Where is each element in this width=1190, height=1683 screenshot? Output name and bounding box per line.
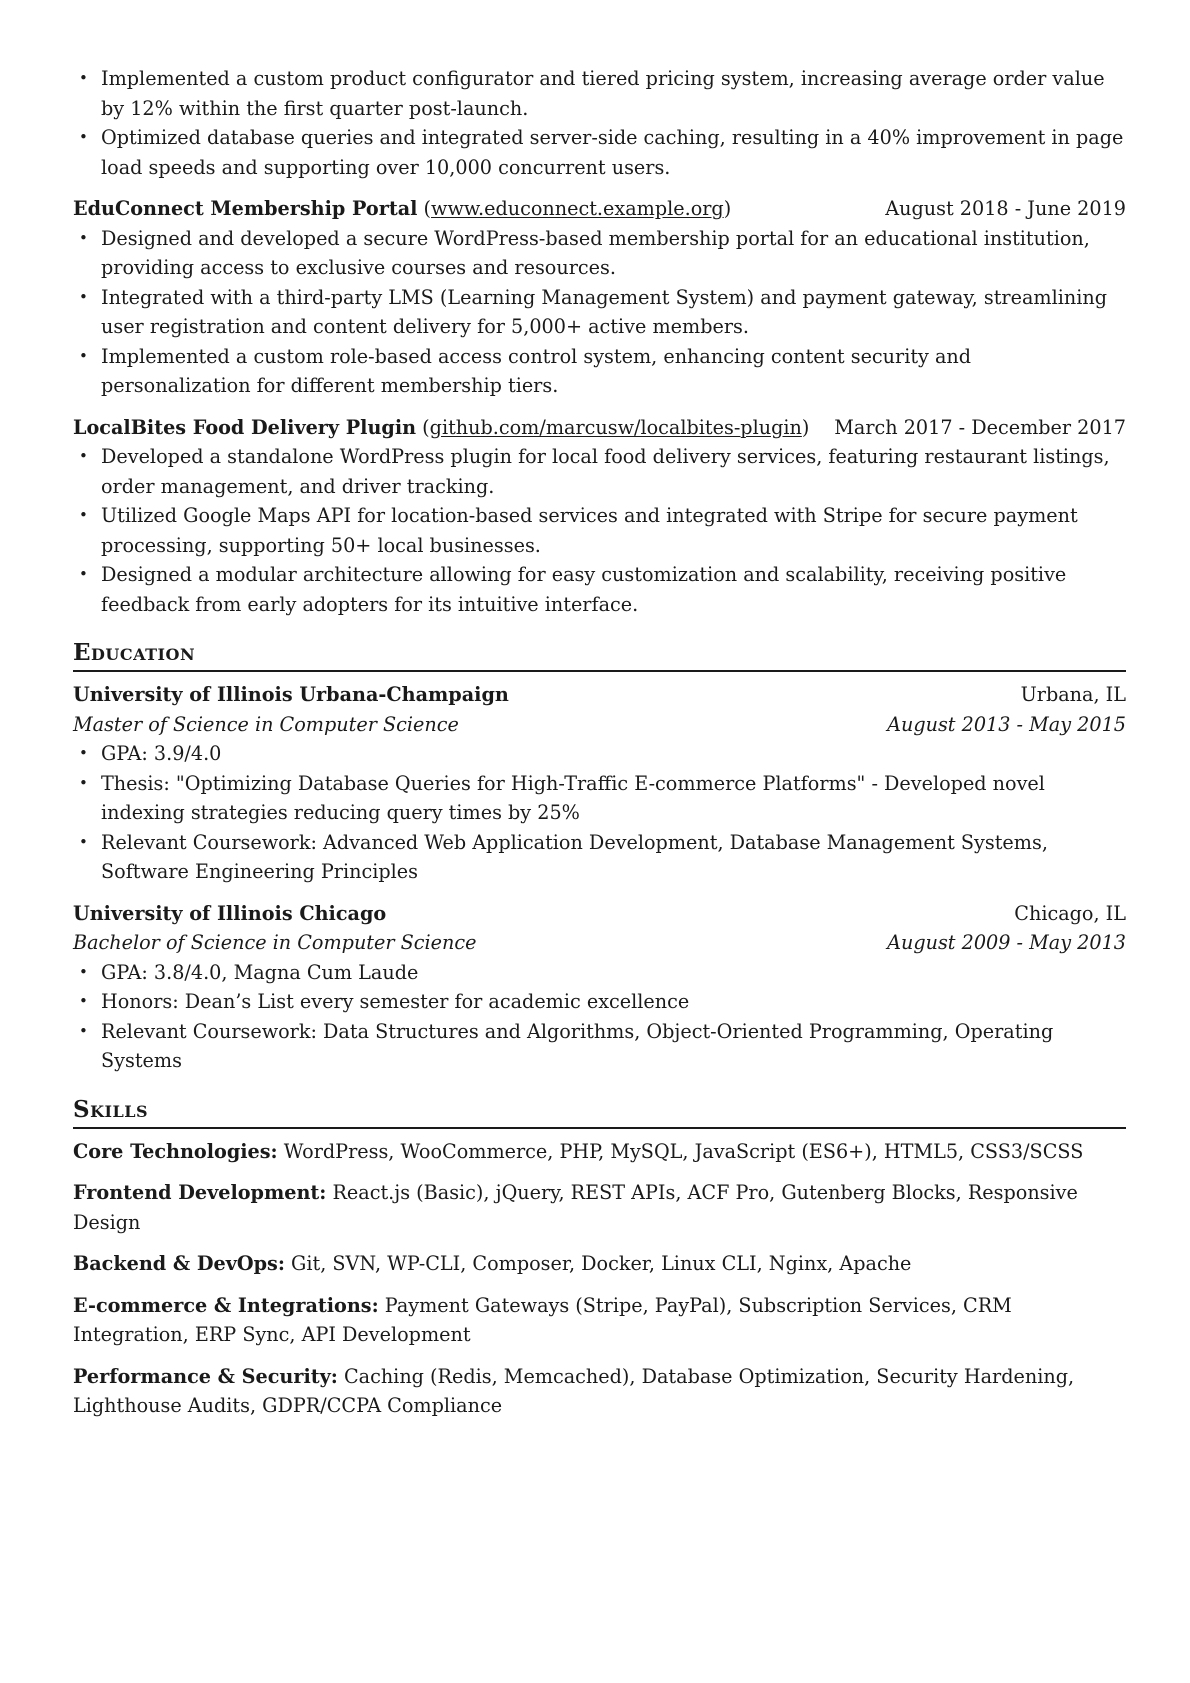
bullet-item: • Optimized database queries and integrated server-side caching, resulting in a 40% improvement in page load speeds and supporting over 10,000 concurrent users. <box>73 123 1126 182</box>
bullet-item: • Relevant Coursework: Advanced Web Application Development, Database Management Systems, Software Engineering Principles <box>73 828 1126 887</box>
school-location: Urbana, IL <box>1020 683 1126 706</box>
bullet-item: • GPA: 3.9/4.0 <box>73 739 1126 769</box>
project-bullets <box>73 442 1126 619</box>
skill-text: Caching (Redis, Memcached), Database Optimization, Security Hardening, Lighthouse Audits, GDPR/CCPA Compliance <box>73 1364 1075 1417</box>
project-dates: August 2018 - June 2019 <box>885 197 1126 220</box>
section-heading-education: Education <box>73 639 1126 672</box>
school-header <box>73 680 1126 710</box>
degree: Bachelor of Science in Computer Science <box>73 931 477 954</box>
project-link[interactable]: github.com/marcusw/localbites-plugin <box>429 415 802 439</box>
project-dates: March 2017 - December 2017 <box>834 415 1126 439</box>
school-name: University of Illinois Urbana-Champaign <box>73 683 509 706</box>
project-title-line: LocalBites Food Delivery Plugin (github.com/marcusw/localbites-plugin) <box>73 415 810 439</box>
skill-label: Core Technologies: <box>73 1139 278 1163</box>
degree-dates: August 2013 - May 2015 <box>887 712 1126 736</box>
project-header <box>73 194 1126 224</box>
skill-text: Git, SVN, WP-CLI, Composer, Docker, Linux CLI, Nginx, Apache <box>291 1252 912 1275</box>
skill-line <box>73 1291 1126 1350</box>
skill-line <box>73 1137 1126 1167</box>
education-bullets <box>73 739 1126 887</box>
bullet-item: • Developed a standalone WordPress plugin for local food delivery services, featuring restaurant listings, order management, and driver tracking. <box>73 442 1126 501</box>
bullet-item: • Honors: Dean’s List every semester for academic excellence <box>73 987 1126 1017</box>
skill-text: WordPress, WooCommerce, PHP, MySQL, JavaScript (ES6+), HTML5, CSS3/SCSS <box>283 1139 1084 1163</box>
school-name: University of Illinois Chicago <box>73 901 387 925</box>
project-link[interactable]: www.educonnect.example.org <box>431 197 724 220</box>
skill-label: Backend & DevOps: <box>73 1252 285 1275</box>
skills-list <box>73 1137 1126 1421</box>
bullet-item: • GPA: 3.8/4.0, Magna Cum Laude <box>73 958 1126 988</box>
project-title-line: EduConnect Membership Portal (www.educonnect.example.org) <box>73 197 732 220</box>
skill-label: Performance & Security: <box>73 1364 338 1388</box>
degree: Master of Science in Computer Science <box>73 712 459 736</box>
skill-line <box>73 1362 1126 1421</box>
education-bullets <box>73 958 1126 1076</box>
project-bullets-previous <box>73 64 1126 182</box>
bullet-item: • Designed a modular architecture allowing for easy customization and scalability, receiving positive feedback from early adopters for its intuitive interface. <box>73 560 1126 619</box>
skill-line <box>73 1178 1126 1237</box>
school-header <box>73 899 1126 929</box>
education-entry <box>73 680 1126 887</box>
bullet-item: • Designed and developed a secure WordPress-based membership portal for an educational institution, providing access to exclusive courses and resources. <box>73 224 1126 283</box>
bullet-item: • Thesis: "Optimizing Database Queries for High-Traffic E-commerce Platforms" - Developed novel indexing strategies reducing query times by 25% <box>73 769 1126 828</box>
resume-page <box>73 64 1126 1421</box>
skill-line <box>73 1249 1126 1279</box>
skill-text: React.js (Basic), jQuery, REST APIs, ACF Pro, Gutenberg Blocks, Responsive Design <box>73 1181 1078 1234</box>
section-heading-skills: Skills <box>73 1096 1126 1129</box>
project-header <box>73 413 1126 443</box>
project-name: LocalBites Food Delivery Plugin <box>73 415 417 439</box>
bullet-item: • Implemented a custom product configurator and tiered pricing system, increasing average order value by 12% within the first quarter post-launch. <box>73 64 1126 123</box>
bullet-item: • Relevant Coursework: Data Structures and Algorithms, Object-Oriented Programming, Operating Systems <box>73 1017 1126 1076</box>
degree-line <box>73 710 1126 740</box>
degree-line <box>73 928 1126 958</box>
bullet-item: • Integrated with a third-party LMS (Learning Management System) and payment gateway, streamlining user registration and content delivery for 5,000+ active members. <box>73 283 1126 342</box>
education-entry <box>73 899 1126 1076</box>
bullet-item: • Implemented a custom role-based access control system, enhancing content security and personalization for different membership tiers. <box>73 342 1126 401</box>
project-educonnect <box>73 194 1126 401</box>
skill-label: Frontend Development: <box>73 1181 327 1204</box>
degree-dates: August 2009 - May 2013 <box>887 931 1126 954</box>
bullet-item: • Utilized Google Maps API for location-based services and integrated with Stripe for secure payment processing, supporting 50+ local businesses. <box>73 501 1126 560</box>
skill-text: Payment Gateways (Stripe, PayPal), Subscription Services, CRM Integration, ERP Sync, API Development <box>73 1293 1012 1346</box>
project-name: EduConnect Membership Portal <box>73 197 418 220</box>
skill-label: E-commerce & Integrations: <box>73 1293 379 1317</box>
project-localbites <box>73 413 1126 620</box>
project-bullets <box>73 224 1126 401</box>
school-location: Chicago, IL <box>1014 901 1126 925</box>
